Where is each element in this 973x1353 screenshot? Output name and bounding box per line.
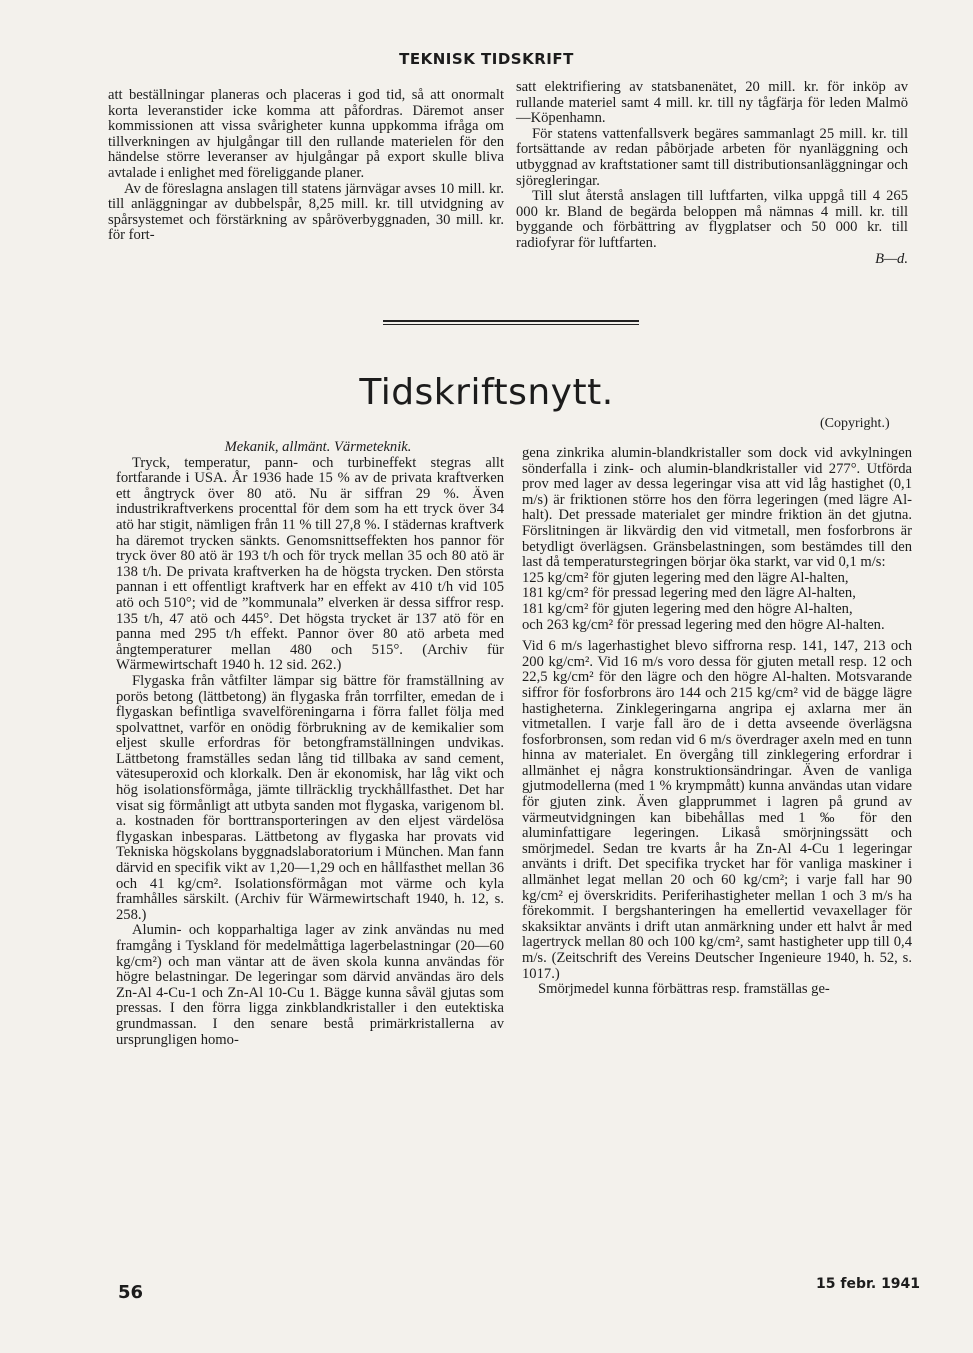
bottom-left-column [116, 440, 504, 1048]
paragraph: Alumin- och kopparhaltiga lager av zink användas nu med framgång i Tyskland för medelmåttiga lagerbelastningar (20—60 kg/cm²) och man väntar att de även skola kunna användas för högre belastningar. De legeringar som därvid användas äro dels Zn-Al 4-Cu-1 och Zn-Al 10-Cu 1. Bägge kunna såväl gjutas som pressas. I den förra ligga zinkblandkristaller i den eutektiska grundmassan. I den senare bestå primärkristallerna av ursprungligen homo- [116, 922, 504, 1048]
list-item: och 263 kg/cm² för pressad legering med den högre Al-halten. [522, 616, 885, 633]
paragraph: gena zinkrika alumin-blandkristaller som dock vid avkylningen sönderfalla i zink- och alumin-blandkristaller vid 277°. Utförda prov med lager av dessa legeringar visa att vid låg hastighet (0,1 m/s) är friktionen större hos den förra legeringen (med lägre Al-halt). Det pressade materialet ger mindre friktion än det gjutna. Förslitningen är likvärdig den vid vitmetall, men fosforbrons är betydligt överlägsen. Gränsbelastningen, som bestämdes till den last då temperaturstegringen börjar öka starkt, var vid 0,1 m/s: [522, 445, 912, 571]
author-signature: B—d. [875, 250, 908, 267]
paragraph: satt elektrifiering av statsbanenätet, 20 mill. kr. för inköp av rullande materiel samt 4 mill. kr. till ny tågfärja för leden Malmö—Köpenhamn. [516, 79, 908, 127]
paragraph: Till slut återstå anslagen till luftfarten, vilka uppgå till 4 265 000 kr. Bland de begärda beloppen må nämnas 4 mill. kr. till byggande och förbättring av flygplatser och 50 000 kr. till radiofyrar för luftfarten. [516, 188, 908, 251]
list-item: 181 kg/cm² för pressad legering med den lägre Al-halten, [522, 585, 856, 602]
bottom-right-column [522, 446, 912, 998]
list-item: 125 kg/cm² för gjuten legering med den lägre Al-halten, [522, 569, 849, 586]
copyright-note: (Copyright.) [820, 416, 890, 431]
subheading: Mekanik, allmänt. Värmeteknik. [224, 439, 412, 455]
section-title: Tidskriftsnytt. [359, 372, 614, 413]
section-divider [383, 320, 639, 325]
paragraph: Flygaska från våtfilter lämpar sig bättre för framställning av porös betong (lättbetong) än flygaska från torrfilter, emedan de i flygaskan befintliga svavelföreningarna i förra fallet följa med spolvattnet, varför en onödig förbrukning av de kemikalier som eljest skulle erfordras för betongframställningen undvikas. Lättbetong framställes sedan lång tid tillbaka av sand cement, vätesuperoxid och klorkalk. Den är ekonomisk, har låg vikt och hög isolationsförmåga, jämte tillräcklig tryckhållfasthet. Det har visat sig förmånligt att utbyta sanden mot flygaska, varigenom bl. a. kostnaden för borttransporteringen av den eljest värdelösa flygaskan inbesparas. Lättbetong av flygaska har provats vid Tekniska högskolans byggnadslaboratorium i München. Man fann därvid en specifik vikt av 1,20—1,29 och en hållfasthet mellan 36 och 41 kg/cm². Isolationsförmågan mot värme och kyla framhålles särskilt. (Archiv für Wärmewirtschaft 1940, h. 12, s. 258.) [116, 672, 504, 923]
issue-date: 15 febr. 1941 [816, 1276, 921, 1292]
paragraph: Smörjmedel kunna förbättras resp. framställas ge- [538, 981, 830, 998]
page-number: 56 [118, 1282, 144, 1303]
paragraph: För statens vattenfallsverk begäres sammanlagt 25 mill. kr. till fortsättande av redan påbörjade arbeten för nyanläggning och utbyggnad av kraftstationer samt till distributionsanläggningar och sjöregleringar. [516, 125, 908, 189]
paragraph: Vid 6 m/s lagerhastighet blevo siffrorna resp. 141, 147, 213 och 200 kg/cm². Vid 16 m/s voro dessa för gjuten metall resp. 12 och 22,5 kg/cm² för den lägre och den högre Al-halten. Motsvarande siffror för fosforbrons äro 144 och 215 kg/cm² vid de bägge lägre hastigheterna. Zinklegeringarna angripa ej axlarna mer än vitmetallen. I varje fall äro de i detta avseende överlägsna fosforbronsen, som redan vid 6 m/s överdrager axeln med en tunn hinna av materialet. En övergång till zinklegering erfordrar i allmänhet ej några konstruktionsändringar. Även de vanliga gjutmodellerna (med 1 % krympmått) kunna användas utan vidare för gjuten zink. Även glapprummet i lagren på grund av värmeutvidgningen kan bibehållas med 1 ‰ för den aluminfattigare legeringen. Likaså smörjningssätt och smörjmedel. Sedan tre kvarts år ha Zn-Al 4-Cu 1 legeringar använts i drift. Det specifika trycket har för vanliga maskiner i allmänhet legat mellan 20 och 60 kg/cm²; i varje fall har 90 kg/cm² ej överskridits. Periferihastigheter mellan 1 och 3 m/s ha förekommit. I bergshanteringen ha emellertid vevaxellager för skaksiktar använts i drift utan anmärkning under ett halvt år med lagertryck mellan 80 och 100 kg/cm², samt hastigheter upp till 0,4 m/s. (Zeitschrift des Vereins Deutscher Ingenieure 1940, h. 52, s. 1017.) [522, 638, 912, 982]
list-item: 181 kg/cm² för gjuten legering med den högre Al-halten, [522, 600, 853, 617]
paragraph: Tryck, temperatur, pann- och turbineffekt stegras allt fortfarande i USA. År 1936 hade 15 % av de privata kraftverken ett ångtryck över 80 atö. Nu är siffran 29 %. Även industrikraftverkens procenttal för dem som ha ett tryck över 34 atö har stigit, nämligen från 11 % till 27,8 %. I städernas kraftverk ha däremot trycken sänkts. Genomsnittseffekten hos pannor för tryck över 80 atö är 193 t/h och för tryck mellan 35 och 80 atö är 138 t/h. De privata kraftverken ha de högsta trycken. Den största pannan i ett offentligt kraftverk har en effekt av 410 t/h vid 105 atö och 510°; vid de ”kommunala” elverken är dessa siffror resp. 135 t/h, 47 atö och 445°. Det högsta trycket är 137 atö för en panna med 295 t/h effekt. Pannor över 80 atö arbeta med ångtemperaturer mellan 480 och 515°. (Archiv für Wärmewirtschaft 1940 h. 12 sid. 262.) [116, 454, 504, 674]
top-left-column [108, 88, 504, 244]
paragraph: Av de föreslagna anslagen till statens järnvägar avses 10 mill. kr. till anläggningar av dubbelspår, 8,25 mill. kr. till utvidgning av spårsystemet och förstärkning av spåröverbyggnaden, 30 mill. kr. för fort- [108, 180, 504, 244]
journal-header: TEKNISK TIDSKRIFT [399, 50, 574, 68]
top-right-column [516, 80, 908, 267]
paragraph: att beställningar planeras och placeras i god tid, så att onormalt korta leveranstider icke komma att påfordras. Däremot anser kommissionen att vissa svårigheter kunna uppkomma ifråga om tillverkningen av hjulgångar till den rullande materielen för den händelse större leveranser av hjulgångar på export skulle bliva avtalade i enlighet med föreliggande planer. [108, 87, 504, 181]
